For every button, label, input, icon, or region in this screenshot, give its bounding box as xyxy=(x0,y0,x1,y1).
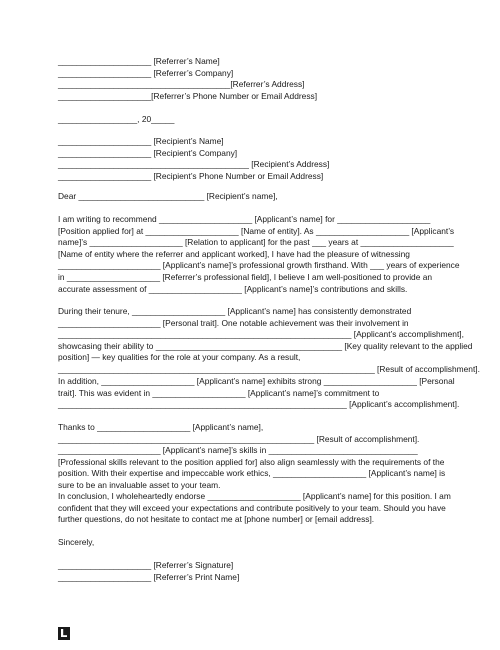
closing-text: Sincerely, xyxy=(58,537,95,547)
paragraph-line: Thanks to ____________________ [Applicant’s name], xyxy=(58,422,264,432)
closing xyxy=(58,537,94,549)
paragraph-5 xyxy=(58,491,451,526)
referrer-contact-line: ____________________[Referrer’s Phone Number or Email Address] xyxy=(58,90,318,101)
paragraph-line: in ____________________ [Referrer’s professional field], I believe I am well-positioned to provide an xyxy=(58,271,433,282)
signature-line: ____________________ [Referrer’s Signature] xyxy=(58,560,234,570)
paragraph-line: name]’s ____________________ [Relation to applicant] for the past ___ years at ____________________ xyxy=(58,237,454,248)
paragraph-line: accurate assessment of ____________________ [Applicant’s name]’s contributions and skills. xyxy=(58,283,408,294)
paragraph-line: confident that they will exceed your expectations and contribute positively to your team. Should you have xyxy=(58,502,446,513)
paragraph-3 xyxy=(58,376,459,411)
paragraph-line: trait]. This was evident in ____________________ [Applicant’s name]’s commitment to xyxy=(58,387,380,398)
date-line xyxy=(58,114,174,126)
paragraph-line: ______________________ [Applicant’s name]’s professional growth firsthand. With ___ years of experience xyxy=(58,260,460,271)
paragraph-line: ______________________ [Personal trait]. One notable achievement was their involvement in xyxy=(58,317,409,328)
signature-block xyxy=(58,560,239,583)
paragraph-2 xyxy=(58,306,480,376)
paragraph-line: During their tenure, ____________________ [Applicant’s name] has consistently demonstrated xyxy=(58,306,412,316)
recipient-name-line: ____________________ [Recipient’s Name] xyxy=(58,136,224,146)
referrer-company-line: ____________________ [Referrer’s Company] xyxy=(58,67,234,78)
paragraph-line: sure to be an invaluable asset to your team. xyxy=(58,479,221,490)
salutation xyxy=(58,191,278,203)
paragraph-line: ______________________ [Applicant’s name]’s skills in ________________________________ xyxy=(58,445,418,456)
paragraph-line: further questions, do not hesitate to contact me at [phone number] or [email address]. xyxy=(58,514,375,525)
paragraph-line: [Name of entity where the referrer and applicant worked], I have had the pleasure of witnessing xyxy=(58,248,410,259)
paragraph-line: I am writing to recommend ____________________ [Applicant’s name] for ____________________ xyxy=(58,214,431,224)
paragraph-line: In addition, ____________________ [Applicant’s name] exhibits strong ____________________ [Personal xyxy=(58,376,455,386)
paragraph-line: position] — key qualities for the role at your company. As a result, xyxy=(58,352,301,363)
salutation-text: Dear ___________________________ [Recipient’s name], xyxy=(58,191,278,201)
paragraph-line: position. With their expertise and impeccable work ethics, ____________________ [Applicant’s name] is xyxy=(58,468,446,479)
paragraph-4 xyxy=(58,422,445,492)
recipient-company-line: ____________________ [Recipient’s Company] xyxy=(58,147,238,158)
paragraph-line: [Professional skills relevant to the position applied for] also align seamlessly with the requirements of the xyxy=(58,456,445,467)
paragraph-line: In conclusion, I wholeheartedly endorse ____________________ [Applicant’s name] for this position. I am xyxy=(58,491,451,501)
recipient-address-line: _________________________________________ [Recipient’s Address] xyxy=(58,159,330,170)
paragraph-line: _______________________________________________________ [Result of accomplishment]. xyxy=(58,433,420,444)
recipient-block xyxy=(58,136,329,182)
paragraph-line: ____________________________________________________________________ [Result of accomplishment]. xyxy=(58,363,480,374)
date-text: _________________, 20_____ xyxy=(58,114,175,124)
paragraph-1 xyxy=(58,214,460,295)
print-name-line: ____________________ [Referrer’s Print Name] xyxy=(58,571,240,582)
referrer-block xyxy=(58,56,317,102)
referrer-name-line: ____________________ [Referrer’s Name] xyxy=(58,56,220,66)
document-logo-icon xyxy=(58,627,70,640)
recipient-contact-line: ____________________ [Recipient’s Phone Number or Email Address] xyxy=(58,170,324,181)
paragraph-line: showcasing their ability to ________________________________________ [Key quality relevant to the applied xyxy=(58,340,473,351)
paragraph-line: _______________________________________________________________ [Applicant’s accomplishment], xyxy=(58,329,464,340)
paragraph-line: [Position applied for] at ____________________ [Name of entity]. As ____________________ [Applicant’s xyxy=(58,225,455,236)
referrer-address-line: _____________________________________[Referrer’s Address] xyxy=(58,79,305,90)
paragraph-line: ______________________________________________________________ [Applicant’s accomplishment]. xyxy=(58,399,460,410)
